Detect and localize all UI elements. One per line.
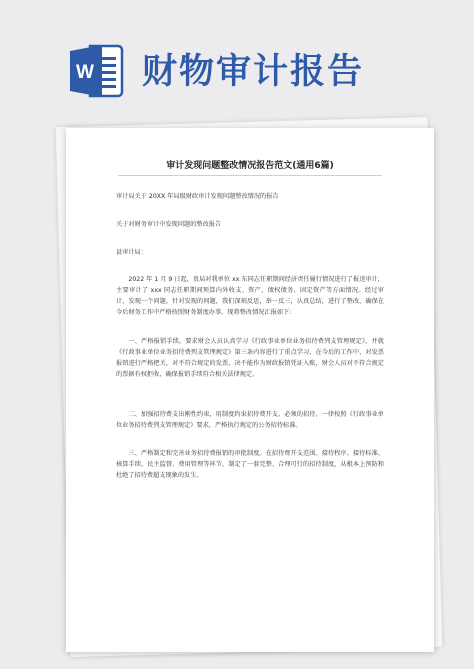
word-logo-letter: W <box>76 62 94 83</box>
document-title: 审计发现问题整改情况报告范文(通用6篇) <box>166 161 334 171</box>
document-page <box>66 128 434 652</box>
paragraph-rectification-heading: 关于对财务审计中发现问题的整改报告 <box>116 221 222 228</box>
title-divider <box>118 175 382 176</box>
paragraph-item-2: 二、加强招待费支出刚性约束，用制度约束招待费开支。必须的招待，一律按照《行政事业单位业务招待费列支管理规定》要求，严格执行规定的公务招待标准。 <box>116 411 384 429</box>
header-title: 财物审计报告 <box>142 52 365 92</box>
paragraph-report-heading: 审计局关于 20XX 年局级财政审计发现问题整改情况的报告 <box>116 193 279 200</box>
page-header <box>0 0 474 118</box>
paragraph-item-3: 三、严格制定和完善业务招待费报销的审批制度。在招待费开支范围、接待程序、接待标准、核算手续、民主监督、费用管理等环节，制定了一套完整、合理可行的招待制度，从根本上预防和杜绝了招待费超支现象的发生。 <box>116 450 384 479</box>
word-document-icon <box>66 40 128 102</box>
paragraph-intro: 2022 年 1 月 9 日起，贵局对我单位 xx 东同志任职期间经济责任履行情况进行了报送审计，主要审计了 xxx 同志任职期间预算内外收支、资产、债权债务、固定资产等方面情况。经过审计，发现一个问题。针对发现的问题，我们深刻反思，举一反三，认真总结，进行了整改，确保在今后财务工作中严格按照财务制度办事。现将整改情况汇报如下： <box>116 276 384 316</box>
paragraph-item-1: 一、严格报销手续。要求财会人员认真学习《行政事业单位业务招待费列支管理规定》，并就《行政事业单位业务招待费列支管理规定》第三条内容进行了重点学习，在今后的工作中，对发票报销进行严格把关，对不符合规定的发票，决不能作为财政报销凭证入账，财会人员对不符合规定的票据有权拒收，确保报销手续符合相关法律规定。 <box>116 338 384 378</box>
paragraph-salutation: 县审计局： <box>116 249 147 256</box>
